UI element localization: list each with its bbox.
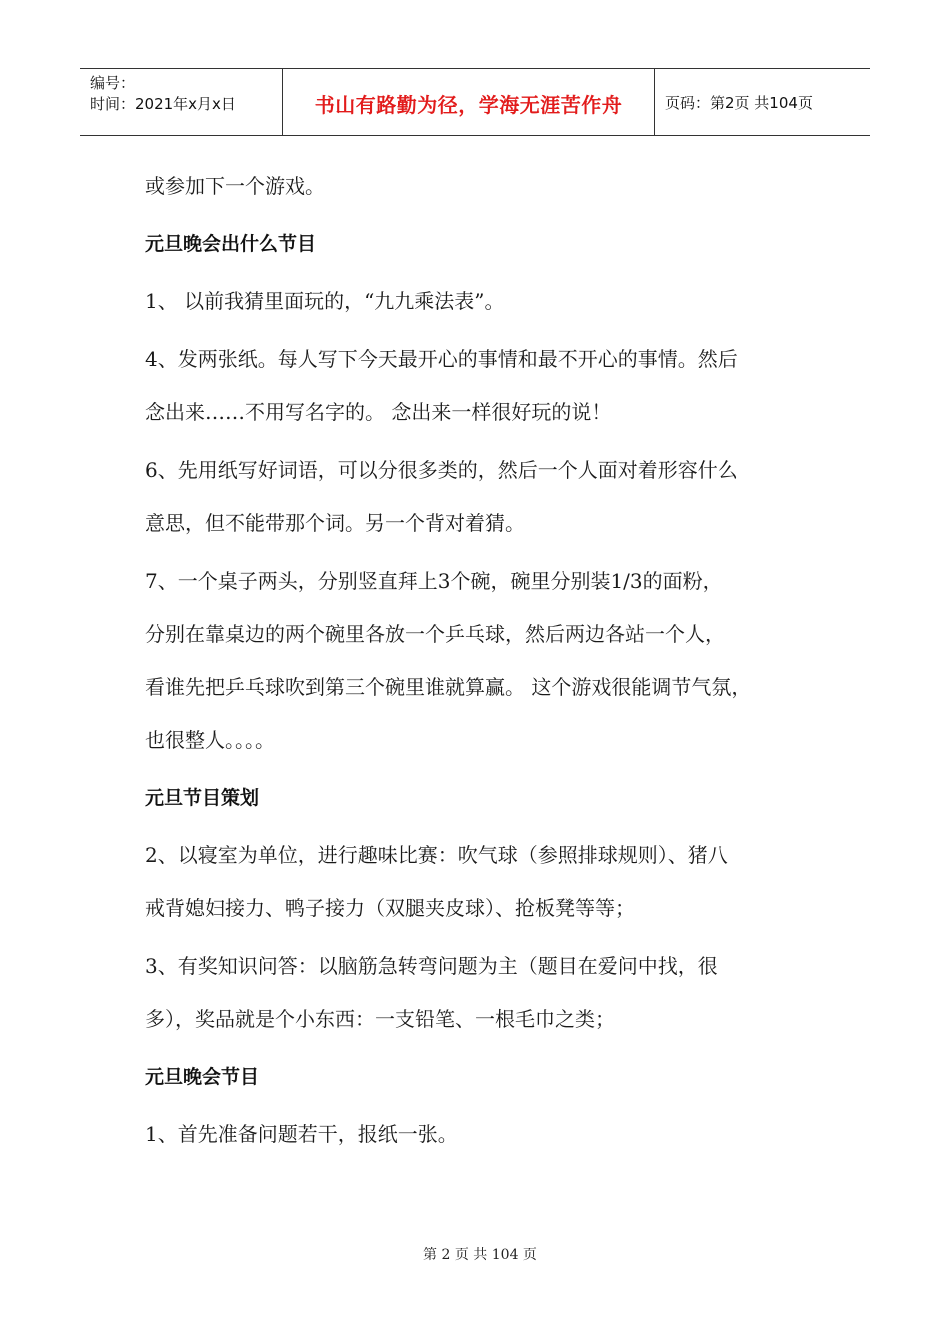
paragraph-line: 也很整人。。。。 <box>145 728 275 752</box>
paragraph <box>145 275 825 328</box>
paragraph-line: 多），奖品就是个小东西：一支铅笔、一根毛巾之类； <box>145 1007 615 1031</box>
section-heading: 元旦晚会出什么节目 <box>145 233 317 255</box>
header-page-code <box>655 69 870 135</box>
paragraph <box>145 940 825 1046</box>
paragraph-line: 1、 以前我猜里面玩的，“九九乘法表”。 <box>145 289 505 313</box>
section-heading: 元旦节目策划 <box>145 787 260 809</box>
document-header <box>80 68 870 136</box>
paragraph <box>145 333 825 439</box>
paragraph-line: 戒背媳妇接力、鸭子接力（双腿夹皮球）、抢板凳等等； <box>145 896 635 920</box>
paragraph-line: 1、首先准备问题若干，报纸一张。 <box>145 1122 458 1146</box>
document-body <box>145 160 825 1161</box>
paragraph-line: 意思，但不能带那个词。另一个背对着猜。 <box>145 511 525 535</box>
paragraph-line: 3、有奖知识问答：以脑筋急转弯问题为主（题目在爱问中找，很 <box>145 954 718 978</box>
paragraph <box>145 1108 825 1161</box>
paragraph-line: 7、一个桌子两头，分别竖直拜上3个碗，碗里分别装1/3的面粉， <box>145 569 723 593</box>
paragraph-line: 看谁先把乒乓球吹到第三个碗里谁就算赢。 这个游戏很能调节气氛， <box>145 675 752 699</box>
paragraph-line: 念出来……不用写名字的。 念出来一样很好玩的说！ <box>145 400 612 424</box>
paragraph-line: 4、发两张纸。每人写下今天最开心的事情和最不开心的事情。然后 <box>145 347 738 371</box>
time-label: 时间：2021年x月x日 <box>90 95 236 113</box>
page-footer <box>0 1244 950 1264</box>
paragraph-line: 或参加下一个游戏。 <box>145 174 325 198</box>
paragraph-line: 6、先用纸写好词语，可以分很多类的，然后一个人面对着形容什么 <box>145 458 738 482</box>
paragraph <box>145 829 825 935</box>
header-motto <box>282 69 655 135</box>
section-heading: 元旦晚会节目 <box>145 1066 260 1088</box>
header-meta <box>80 69 282 135</box>
paragraph <box>145 160 825 213</box>
motto-text: 书山有路勤为径，学海无涯苦作舟 <box>314 92 623 117</box>
footer-page-number: 第 2 页 共 104 页 <box>423 1247 537 1263</box>
paragraph-line: 2、以寝室为单位，进行趣味比赛：吹气球（参照排球规则）、猪八 <box>145 843 728 867</box>
page-code-text: 页码：第2页 共104页 <box>665 93 813 112</box>
paragraph-line: 分别在靠桌边的两个碗里各放一个乒乓球，然后两边各站一个人， <box>145 622 725 646</box>
number-label: 编号： <box>90 74 136 92</box>
paragraph <box>145 555 825 767</box>
paragraph <box>145 444 825 550</box>
